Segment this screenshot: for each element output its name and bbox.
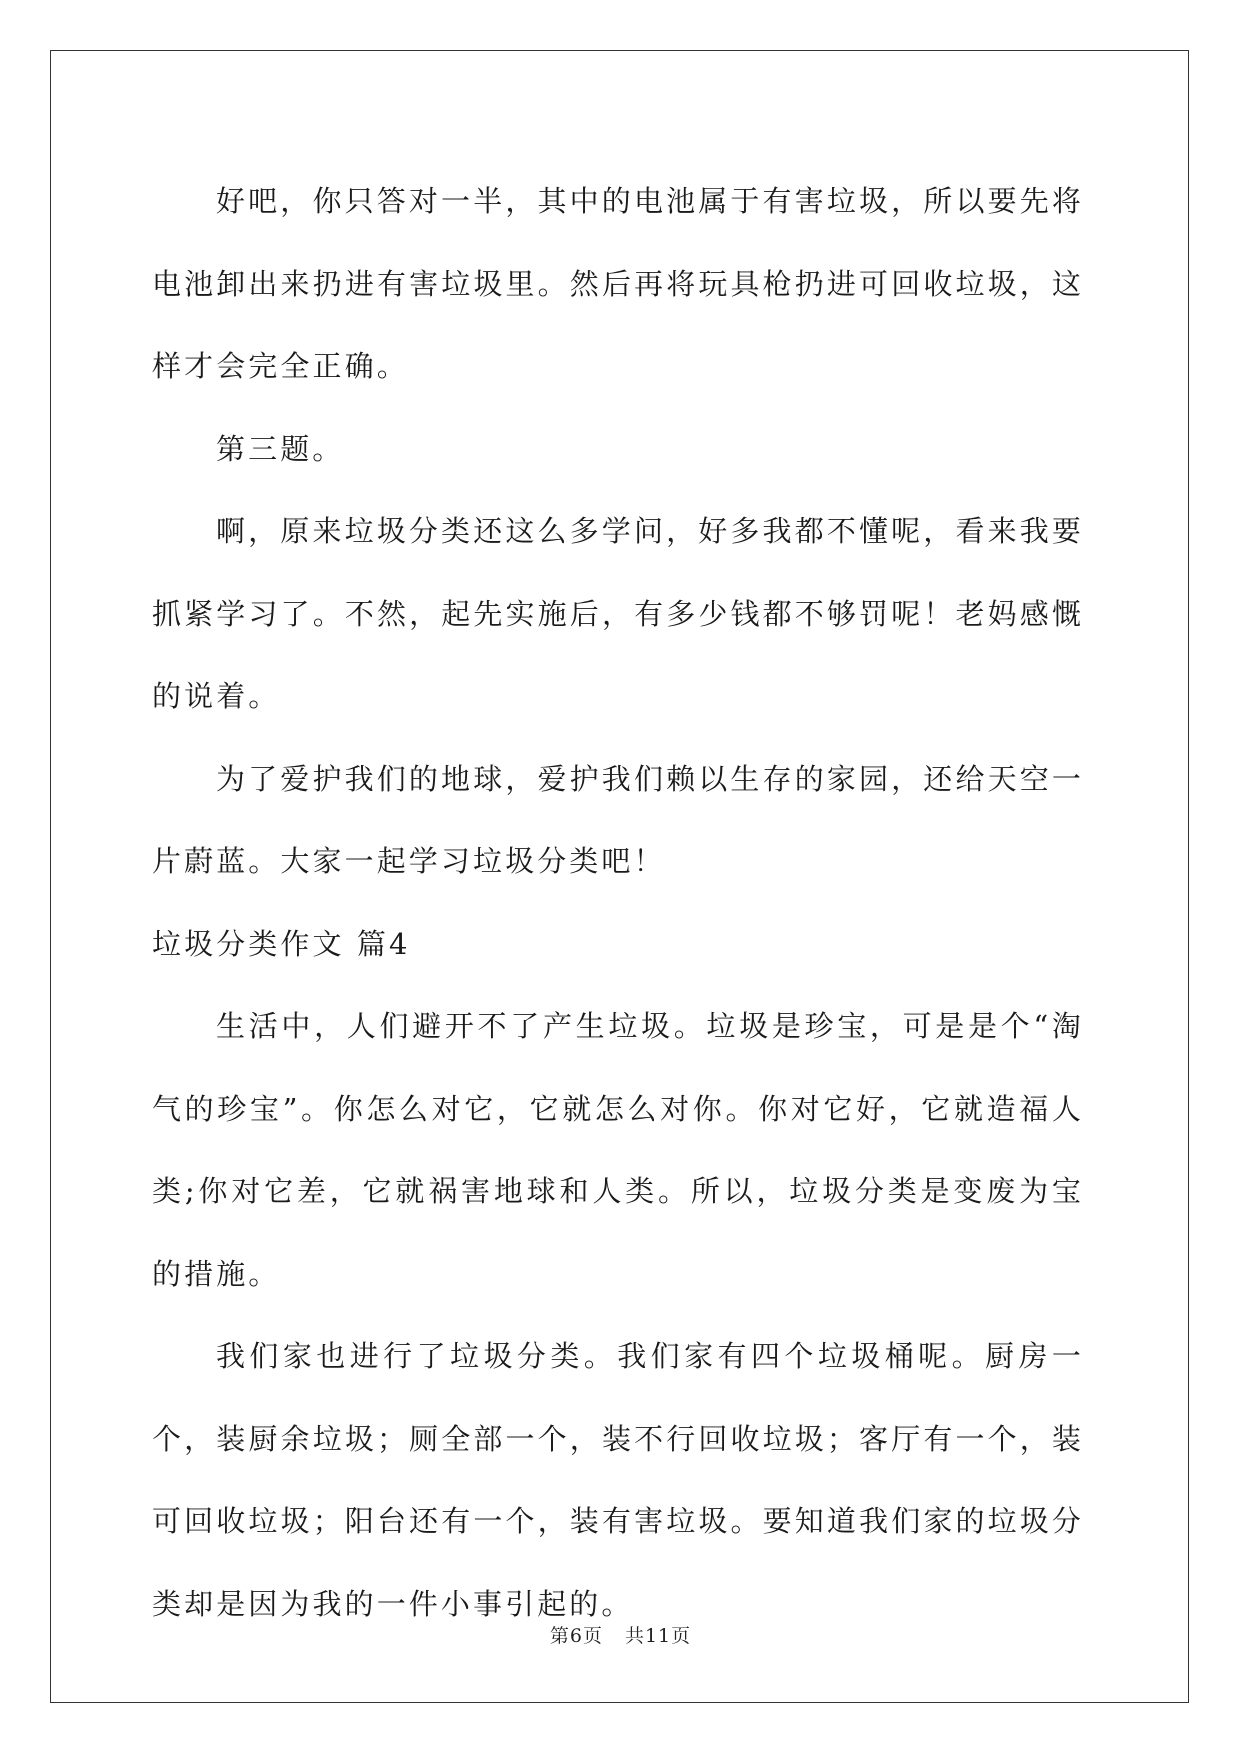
paragraph: 生活中，人们避开不了产生垃圾。垃圾是珍宝，可是是个“淘气的珍宝”。你怎么对它，它就怎么对你。你对它好，它就造福人类;你对它差，它就祸害地球和人类。所以，垃圾分类是变废为宝的措施。 <box>152 1009 1084 1291</box>
page-number: 第6页 <box>549 1625 603 1647</box>
page-footer <box>0 1621 1241 1648</box>
paragraph: 我们家也进行了垃圾分类。我们家有四个垃圾桶呢。厨房一个，装厨余垃圾；厕全部一个，装不行回收垃圾；客厅有一个，装可回收垃圾；阳台还有一个，装有害垃圾。要知道我们家的垃圾分类却是因为我的一件小事引起的。 <box>152 1339 1084 1621</box>
paragraph: 好吧，你只答对一半，其中的电池属于有害垃圾，所以要先将电池卸出来扔进有害垃圾里。然后再将玩具枪扔进可回收垃圾，这样才会完全正确。 <box>152 184 1084 383</box>
paragraph: 第三题。 <box>216 431 345 466</box>
section-heading: 垃圾分类作文 篇4 <box>152 926 411 961</box>
paragraph: 为了爱护我们的地球，爱护我们赖以生存的家园，还给天空一片蔚蓝。大家一起学习垃圾分类吧！ <box>152 761 1084 878</box>
page-total: 共11页 <box>624 1625 692 1647</box>
document-body <box>152 160 1084 1645</box>
paragraph: 啊，原来垃圾分类还这么多学问，好多我都不懂呢，看来我要抓紧学习了。不然，起先实施后，有多少钱都不够罚呢！老妈感慨的说着。 <box>152 514 1084 713</box>
